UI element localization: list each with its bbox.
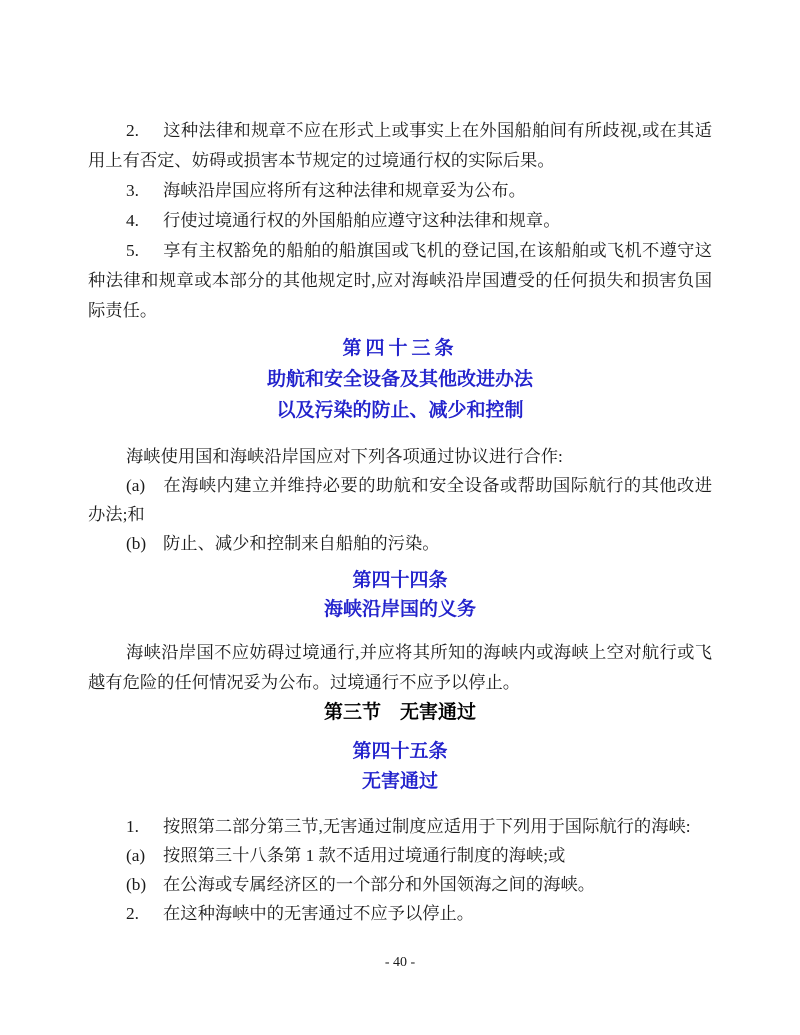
cooperation-intro: [88, 442, 712, 471]
cooperation-item-a-text: 在海峡内建立并维持必要的助航和安全设备或帮助国际航行的其他改进办法;和: [88, 476, 712, 524]
innocent-passage-item-2: [88, 899, 712, 928]
paragraph-4-text: 行使过境通行权的外国船舶应遵守这种法律和规章。: [163, 211, 561, 230]
article-44-number: 第四十四条: [352, 570, 448, 591]
innocent-passage-item-b: [88, 870, 712, 899]
article-45-heading: [88, 737, 712, 797]
innocent-passage-item-2-marker: 2.: [126, 904, 139, 923]
duties-paragraph: [88, 638, 712, 698]
paragraph-4-marker: 4.: [126, 211, 139, 230]
cooperation-item-b: [88, 529, 712, 558]
paragraph-5: [88, 236, 712, 326]
article-44-heading: [88, 566, 712, 624]
innocent-passage-item-1-marker: 1.: [126, 817, 139, 836]
innocent-passage-item-a-marker: (a): [126, 846, 146, 865]
innocent-passage-item-b-marker: (b): [126, 875, 147, 894]
paragraph-3-marker: 3.: [126, 181, 139, 200]
article-45-subtitle-1: 无害通过: [361, 771, 438, 792]
innocent-passage-item-a-text: 按照第三十八条第 1 款不适用过境通行制度的海峡;或: [163, 846, 566, 865]
innocent-passage-item-a: [88, 841, 712, 870]
article-43-subtitle-1: 助航和安全设备及其他改进办法: [266, 369, 533, 390]
cooperation-intro-text: 海峡使用国和海峡沿岸国应对下列各项通过协议进行合作:: [126, 447, 563, 466]
innocent-passage-item-2-text: 在这种海峡中的无害通过不应予以停止。: [163, 904, 475, 923]
innocent-passage-item-b-text: 在公海或专属经济区的一个部分和外国领海之间的海峡。: [163, 875, 596, 894]
cooperation-item-a-marker: (a): [126, 476, 146, 495]
article-45-number: 第四十五条: [352, 741, 448, 762]
cooperation-item-b-text: 防止、减少和控制来自船舶的污染。: [163, 534, 440, 553]
section-3-heading: 第三节 无害通过: [323, 702, 476, 723]
paragraph-5-text: 享有主权豁免的船舶的船旗国或飞机的登记国,在该船舶或飞机不遵守这种法律和规章或本部分的其他规定时,应对海峡沿岸国遭受的任何损失和损害负国际责任。: [88, 241, 712, 320]
duties-paragraph-text: 海峡沿岸国不应妨碍过境通行,并应将其所知的海峡内或海峡上空对航行或飞越有危险的任何情况妥为公布。过境通行不应予以停止。: [88, 643, 712, 692]
paragraph-3: [88, 176, 712, 206]
page-number: - 40 -: [384, 955, 416, 970]
paragraph-3-text: 海峡沿岸国应将所有这种法律和规章妥为公布。: [163, 181, 526, 200]
paragraph-2-marker: 2.: [126, 121, 139, 140]
paragraph-4: [88, 206, 712, 236]
paragraph-2: [88, 116, 712, 176]
article-43-number: 第四十三条: [342, 338, 458, 359]
innocent-passage-item-1: [88, 812, 712, 841]
article-43-heading: [88, 333, 712, 426]
article-43-subtitle-2: 以及污染的防止、减少和控制: [276, 400, 524, 421]
cooperation-item-a: [88, 471, 712, 529]
innocent-passage-block: [88, 812, 712, 928]
cooperation-item-b-marker: (b): [126, 534, 147, 553]
paragraph-2-text: 这种法律和规章不应在形式上或事实上在外国船舶间有所歧视,或在其适用上有否定、妨碍或损害本节规定的过境通行权的实际后果。: [88, 121, 712, 170]
cooperation-block: [88, 442, 712, 558]
paragraph-5-marker: 5.: [126, 241, 139, 260]
article-44-subtitle-1: 海峡沿岸国的义务: [323, 599, 476, 620]
innocent-passage-item-1-text: 按照第二部分第三节,无害通过制度应适用于下列用于国际航行的海峡:: [163, 817, 691, 836]
